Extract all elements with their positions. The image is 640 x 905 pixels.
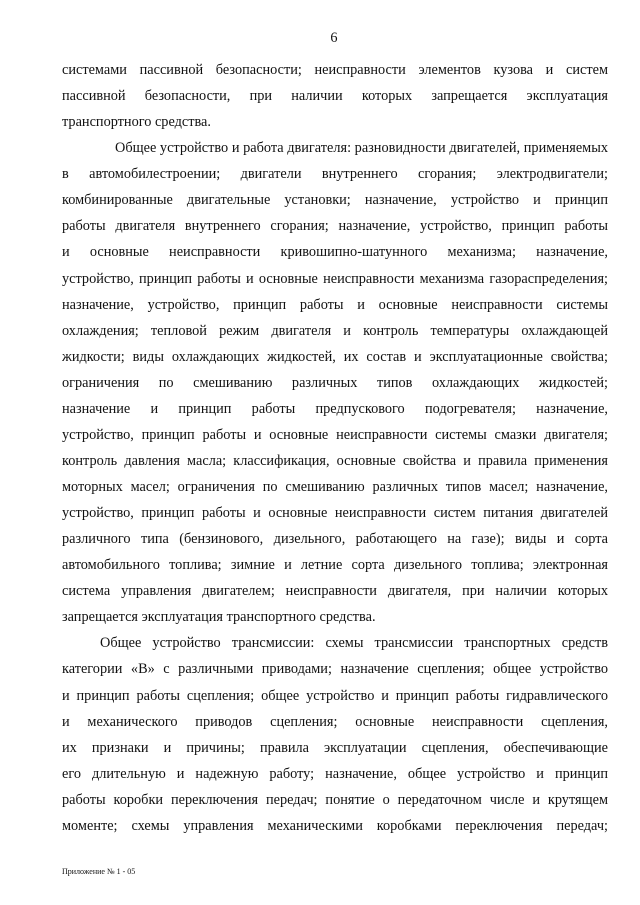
paragraph-engine — [62, 135, 608, 630]
text-line: назначение и принцип работы предпускового подогревателя; назначение, — [62, 400, 608, 417]
text-line: запрещается эксплуатация транспортного средства. — [62, 609, 376, 626]
text-line: моменте; схемы управления механическими коробками переключения передач; — [62, 817, 608, 834]
text-line: различного типа (бензинового, дизельного, работающего на газе); виды и сорта — [62, 531, 608, 548]
text-line: жидкости; виды охлаждающих жидкостей, их состав и эксплуатационные свойства; — [62, 348, 608, 365]
text-line: и основные неисправности кривошипно-шатунного механизма; назначение, — [62, 244, 608, 261]
text-line: контроль давления масла; классификация, основные свойства и правила применения — [62, 452, 608, 469]
text-line: моторных масел; ограничения по смешиванию различных типов масел; назначение, — [62, 479, 608, 495]
text-line: их признаки и причины; правила эксплуатации сцепления, обеспечивающие — [62, 739, 608, 756]
text-line: категории «B» с различными приводами; назначение сцепления; общее устройство — [62, 661, 608, 678]
text-line: транспортного средства. — [62, 114, 211, 131]
text-line: и принцип работы сцепления; общее устройство и принцип работы гидравлического — [62, 687, 608, 704]
text-line: его длительную и надежную работу; назначение, общее устройство и принцип — [62, 765, 608, 782]
page-footer: Приложение № 1 - 05 — [62, 867, 136, 876]
text-line: Общее устройство трансмиссии: схемы трансмиссии транспортных средств — [100, 635, 608, 652]
text-line: пассивной безопасности, при наличии которых запрещается эксплуатация — [62, 88, 608, 105]
text-line: устройство, принцип работы и основные неисправности систем питания двигателей — [62, 505, 608, 522]
paragraph-transmission — [62, 630, 608, 839]
text-line: автомобильного топлива; зимние и летние сорта дизельного топлива; электронная — [62, 557, 608, 574]
text-line: в автомобилестроении; двигатели внутреннего сгорания; электродвигатели; — [62, 166, 608, 183]
text-line: назначение, устройство, принцип работы и основные неисправности системы — [62, 296, 608, 313]
text-line: системами пассивной безопасности; неисправности элементов кузова и систем — [62, 62, 608, 78]
paragraph-brake-safety-continuation — [62, 57, 608, 135]
text-line: Общее устройство и работа двигателя: разновидности двигателей, применяемых — [115, 140, 608, 157]
text-line: охлаждения; тепловой режим двигателя и контроль температуры охлаждающей — [62, 322, 608, 339]
text-line: устройство, принцип работы и основные неисправности механизма газораспределения; — [62, 270, 608, 287]
document-body — [62, 57, 608, 839]
text-line: и механического приводов сцепления; основные неисправности сцепления, — [62, 713, 608, 730]
text-line: работы двигателя внутреннего сгорания; назначение, устройство, принцип работы — [62, 218, 608, 235]
text-line: работы коробки переключения передач; понятие о передаточном числе и крутящем — [62, 791, 608, 808]
text-line: система управления двигателем; неисправности двигателя, при наличии которых — [62, 583, 608, 600]
text-line: комбинированные двигательные установки; назначение, устройство и принцип — [62, 192, 608, 209]
text-line: устройство, принцип работы и основные неисправности системы смазки двигателя; — [62, 426, 608, 443]
page-number: 6 — [330, 30, 338, 46]
text-line: ограничения по смешиванию различных типов охлаждающих жидкостей; — [62, 374, 608, 391]
